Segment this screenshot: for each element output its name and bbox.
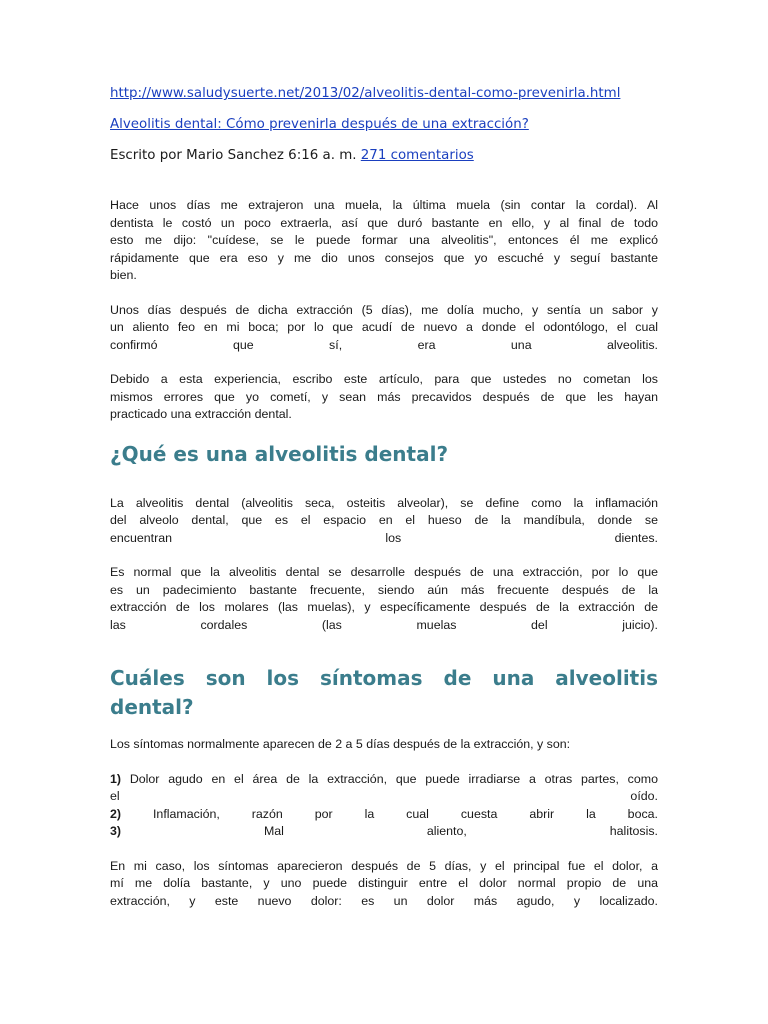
comments-link[interactable]: 271 comentarios — [360, 148, 474, 163]
byline-text: Escrito por Mario Sanchez 6:16 a. m. — [110, 148, 361, 163]
list-item-2 — [110, 806, 658, 824]
list-item-1 — [110, 771, 658, 789]
section1-paragraph-1 — [110, 495, 658, 548]
section1-paragraph-2 — [110, 564, 658, 634]
text-line: extracción de los molares (las muelas), y específicamente después de la extracción de — [110, 600, 658, 614]
text-line: En mi caso, los síntomas aparecieron después de 5 días, y el principal fue el dolor, a — [110, 858, 658, 873]
text-line: es un padecimiento bastante frecuente, siendo aún más frecuente después de la — [110, 582, 658, 597]
text-line: practicado una extracción dental. — [110, 407, 292, 421]
text-line: encuentran los dientes. — [110, 530, 658, 545]
text-line: bien. — [110, 268, 137, 282]
text-line: extracción, y este nuevo dolor: es un dolor más agudo, y localizado. — [110, 893, 658, 908]
text-line: Debido a esta experiencia, escribo este artículo, para que ustedes no cometan los — [110, 372, 658, 386]
intro-paragraph-1 — [110, 197, 658, 285]
text-line: Hace unos días me extrajeron una muela, la última muela (sin contar la cordal). Al — [110, 198, 658, 212]
text-line: dentista le costó un poco extraerla, así que duró bastante en ello, y al final de todo — [110, 215, 658, 230]
list-number: 2) — [110, 806, 122, 821]
text-line: esto me dijo: "cuídese, se le puede formar una alveolitis", entonces él me explicó — [110, 233, 658, 247]
section-heading-symptoms: Cuáles son los síntomas de una alveolitis dental? — [110, 666, 658, 719]
list-text: Inflamación, razón por la cual cuesta abrir la boca. — [121, 806, 658, 821]
text-line: un aliento feo en mi boca; por lo que acudí de nuevo a donde el odontólogo, el cual — [110, 320, 658, 334]
text-line: confirmó que sí, era una alveolitis. — [110, 337, 658, 352]
text-line: mismos errores que yo cometí, y sean más precavidos después de que les hayan — [110, 389, 658, 404]
text-line: las cordales (las muelas del juicio). — [110, 617, 658, 632]
list-text: Dolor agudo en el área de la extracción, que puede irradiarse a otras partes, como — [121, 771, 658, 786]
text-line: La alveolitis dental (alveolitis seca, osteitis alveolar), se define como la inflamación — [110, 495, 658, 510]
byline — [110, 146, 658, 166]
source-url-link[interactable]: http://www.saludysuerte.net/2013/02/alveolitis-dental-como-prevenirla.html — [110, 86, 621, 101]
list-text: Mal aliento, halitosis. — [121, 824, 658, 838]
symptoms-intro: Los síntomas normalmente aparecen de 2 a 5 días después de la extracción, y son: — [110, 737, 571, 751]
intro-paragraph-2 — [110, 302, 658, 355]
text-line: del alveolo dental, que es el espacio en el hueso de la mandíbula, donde se — [110, 513, 658, 527]
section-heading-what-is: ¿Qué es una alveolitis dental? — [110, 441, 449, 466]
text-line: mí me dolía bastante, y uno puede distinguir entre el dolor normal propio de una — [110, 876, 658, 890]
symptoms-list — [110, 771, 658, 841]
list-number: 1) — [110, 771, 122, 786]
text-line: rápidamente que era eso y me dio unos consejos que yo escuché y seguí bastante — [110, 250, 658, 265]
intro-paragraph-3 — [110, 371, 658, 424]
symptoms-paragraph — [110, 858, 658, 911]
list-item-3 — [110, 823, 658, 841]
document-page — [110, 84, 658, 910]
text-line: Unos días después de dicha extracción (5 días), me dolía mucho, y sentía un sabor y — [110, 302, 658, 317]
text-line: Es normal que la alveolitis dental se desarrolle después de una extracción, por lo que — [110, 565, 658, 579]
list-item-1-cont: el oído. — [110, 789, 658, 803]
article-title-link[interactable]: Alveolitis dental: Cómo prevenirla después de una extracción? — [110, 117, 529, 132]
list-number: 3) — [110, 824, 122, 838]
